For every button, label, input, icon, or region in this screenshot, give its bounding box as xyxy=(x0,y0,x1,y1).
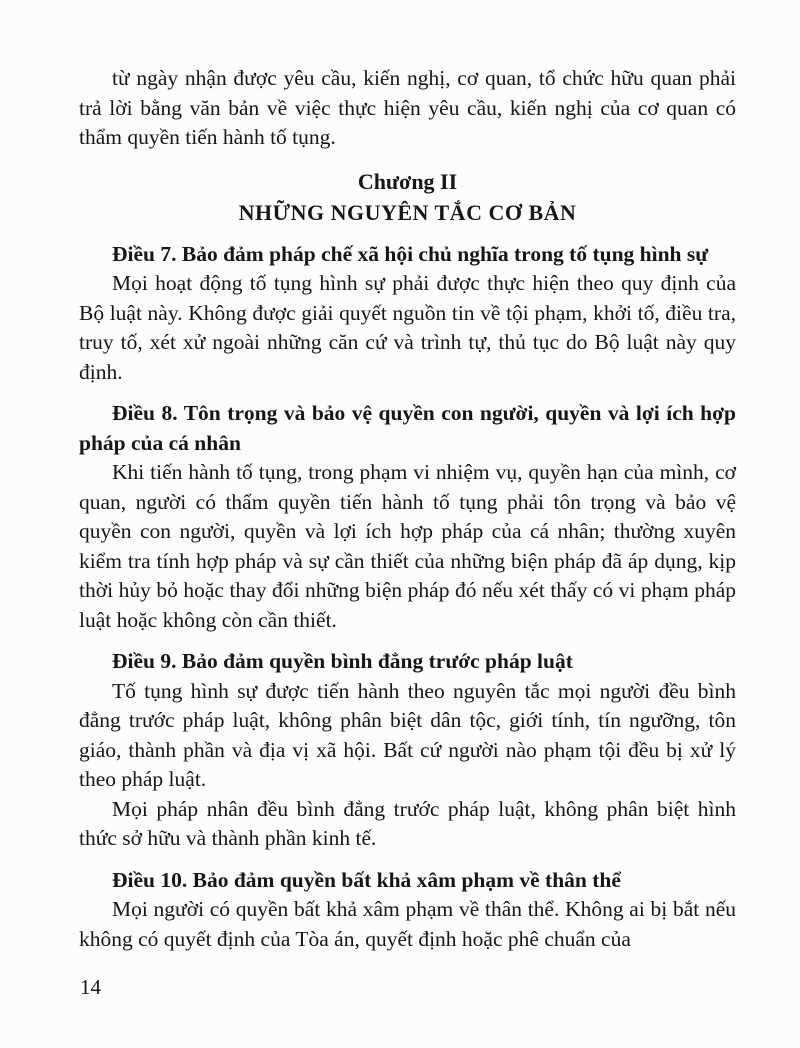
article-9-paragraph-2: Mọi pháp nhân đều bình đẳng trước pháp luật, không phân biệt hình thức sở hữu và thành phần kinh tế. xyxy=(79,796,736,850)
article-10-heading: Điều 10. Bảo đảm quyền bất khả xâm phạm về thân thể xyxy=(112,867,621,892)
article-7 xyxy=(79,240,736,388)
chapter-heading-block xyxy=(79,166,736,228)
article-8-paragraph: Khi tiến hành tố tụng, trong phạm vi nhiệm vụ, quyền hạn của mình, cơ quan, người có thẩm quyền tiến hành tố tụng phải tôn trọng và bảo vệ quyền con người, quyền và lợi ích hợp pháp của cá nhân; thường xuyên kiểm tra tính hợp pháp và sự cần thiết của những biện pháp đã áp dụng, kịp thời hủy bỏ hoặc thay đổi những biện pháp đó nếu xét thấy có vi phạm pháp luật hoặc không còn cần thiết. xyxy=(79,460,736,632)
article-10-paragraph: Mọi người có quyền bất khả xâm phạm về thân thể. Không ai bị bắt nếu không có quyết định của Tòa án, quyết định hoặc phê chuẩn của xyxy=(79,897,736,951)
article-9-heading: Điều 9. Bảo đảm quyền bình đẳng trước pháp luật xyxy=(112,649,573,673)
article-9-paragraph-1: Tố tụng hình sự được tiến hành theo nguyên tắc mọi người đều bình đẳng trước pháp luật, không phân biệt dân tộc, giới tính, tín ngưỡng, tôn giáo, thành phần và địa vị xã hội. Bất cứ người nào phạm tội đều bị xử lý theo pháp luật. xyxy=(79,678,736,791)
article-10 xyxy=(79,866,736,955)
article-9 xyxy=(79,647,736,854)
article-7-heading: Điều 7. Bảo đảm pháp chế xã hội chủ nghĩa trong tố tụng hình sự xyxy=(112,241,709,266)
article-7-paragraph: Mọi hoạt động tố tụng hình sự phải được thực hiện theo quy định của Bộ luật này. Không được giải quyết nguồn tin về tội phạm, khởi tố, điều tra, truy tố, xét xử ngoài những căn cứ và trình tự, thủ tục do Bộ luật này quy định. xyxy=(79,271,736,384)
chapter-label: Chương II xyxy=(357,168,458,194)
intro-paragraph: từ ngày nhận được yêu cầu, kiến nghị, cơ quan, tổ chức hữu quan phải trả lời bằng văn bản về việc thực hiện yêu cầu, kiến nghị của cơ quan có thẩm quyền tiến hành tố tụng. xyxy=(79,66,736,149)
article-8-heading: Điều 8. Tôn trọng và bảo vệ quyền con người, quyền và lợi ích hợp pháp của cá nhân xyxy=(79,401,736,455)
page-number: 14 xyxy=(80,975,101,999)
chapter-title: NHỮNG NGUYÊN TẮC CƠ BẢN xyxy=(238,199,577,225)
article-8 xyxy=(79,399,736,635)
